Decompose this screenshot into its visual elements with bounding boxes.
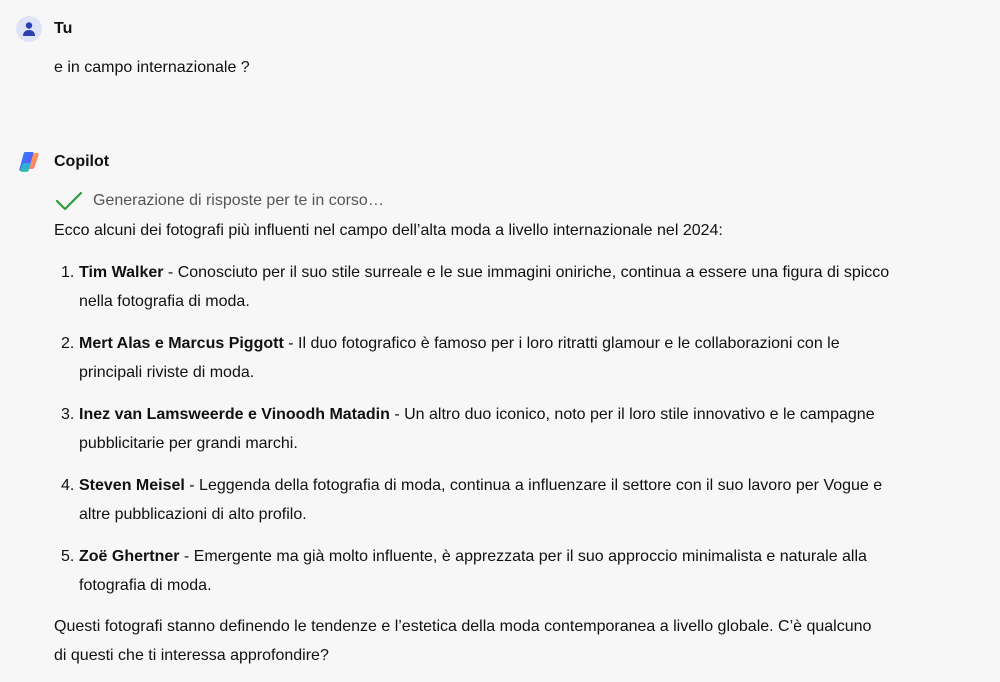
list-item-name: Steven Meisel — [79, 477, 185, 494]
response-intro: Ecco alcuni dei fotografi più influenti nel campo dell’alta moda a livello internazionale nel 2024: — [54, 222, 723, 239]
generation-status-text: Generazione di risposte per te in corso… — [93, 192, 384, 209]
generation-status — [54, 189, 384, 213]
list-item — [54, 400, 904, 458]
list-item-name: Mert Alas e Marcus Piggott — [79, 335, 284, 352]
list-item-number: 2. — [61, 335, 75, 352]
list-item-name: Inez van Lamsweerde e Vinoodh Matadin — [79, 406, 390, 423]
user-author-name: Tu — [54, 20, 73, 37]
user-message-header — [16, 16, 72, 42]
list-item-number: 4. — [61, 477, 75, 494]
list-item-name: Zoë Ghertner — [79, 548, 180, 565]
list-item-number: 5. — [61, 548, 75, 565]
checkmark-icon — [54, 189, 84, 213]
list-item — [54, 542, 904, 600]
copilot-logo-icon — [16, 149, 42, 175]
user-message-text: e in campo internazionale ? — [54, 59, 250, 76]
list-item-number: 1. — [61, 264, 75, 281]
list-item-text: - Conosciuto per il suo stile surreale e le sue immagini oniriche, continua a essere una figura di spicco nella fotografia di moda. — [79, 264, 890, 310]
copilot-message-header — [16, 149, 109, 175]
list-item — [54, 258, 904, 316]
user-avatar-icon — [16, 16, 42, 42]
list-item-text: - Emergente ma già molto influente, è apprezzata per il suo approccio minimalista e naturale alla fotografia di moda. — [79, 548, 867, 594]
copilot-author-name: Copilot — [54, 153, 110, 170]
list-item-text: - Leggenda della fotografia di moda, continua a influenzare il settore con il suo lavoro per Vogue e altre pubblicazioni di alto profilo. — [79, 477, 883, 523]
list-item — [54, 329, 904, 387]
list-item-text: - Il duo fotografico è famoso per i loro ritratti glamour e le collaborazioni con le principali riviste di moda. — [79, 335, 840, 381]
photographer-list — [54, 258, 904, 613]
list-item-name: Tim Walker — [79, 264, 164, 281]
list-item-text: - Un altro duo iconico, noto per il loro stile innovativo e le campagne pubblicitarie per grandi marchi. — [79, 406, 875, 452]
response-outro: Questi fotografi stanno definendo le tendenze e l’estetica della moda contemporanea a livello globale. C’è qualcuno di questi che ti interessa approfondire? — [54, 618, 872, 664]
list-item — [54, 471, 904, 529]
list-item-number: 3. — [61, 406, 75, 423]
